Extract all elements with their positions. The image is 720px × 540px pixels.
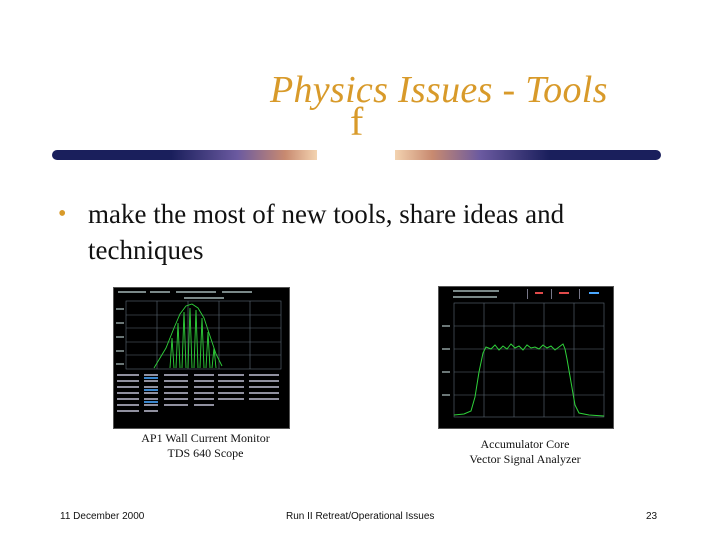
title-rule-right (395, 150, 661, 160)
vector-signal-analyzer-screenshot (438, 286, 614, 429)
footer-center-text: Run II Retreat/Operational Issues (286, 511, 435, 522)
bullet-text: make the most of new tools, share ideas and techniques (88, 199, 565, 265)
vector-signal-analyzer-image (439, 287, 613, 428)
page-number: 23 (646, 511, 658, 522)
figure-caption (438, 437, 612, 467)
caption-line: Vector Signal Analyzer (469, 452, 581, 466)
wall-current-monitor-image (114, 288, 289, 428)
footer-date: 11 December 2000 (60, 511, 145, 522)
bullet-marker: • (58, 201, 67, 227)
caption-line: AP1 Wall Current Monitor (141, 431, 270, 445)
title-glyph: f (350, 99, 364, 144)
caption-line: Accumulator Core (480, 437, 570, 451)
caption-line: TDS 640 Scope (167, 446, 244, 460)
slide-title: Physics Issues - Tools (270, 69, 608, 111)
figure-caption (118, 431, 293, 461)
wall-current-monitor-screenshot (113, 287, 290, 429)
title-rule-left (52, 150, 317, 160)
